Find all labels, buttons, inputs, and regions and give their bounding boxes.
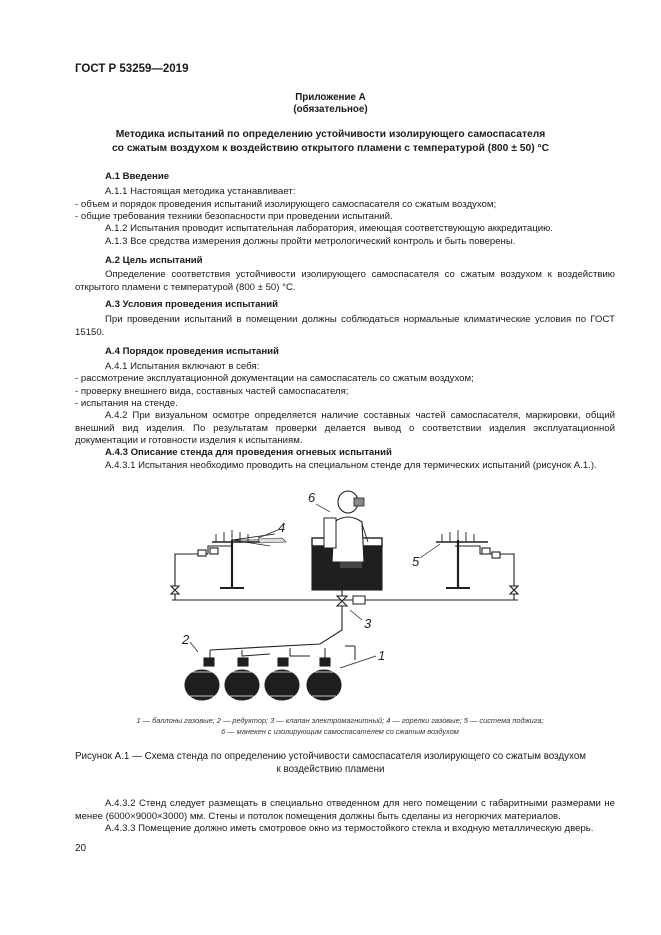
standard-number: ГОСТ Р 53259—2019 — [75, 63, 189, 75]
gas-cylinder-2 — [225, 670, 259, 700]
regulator-3 — [278, 658, 288, 666]
appendix-type: (обязательное) — [293, 104, 368, 115]
solenoid-valve — [337, 590, 365, 606]
para-a1-2: А.1.2 Испытания проводит испытательная лаборатория, имеющая соответствующую аккредитацию. — [105, 223, 553, 234]
para-a1-1: А.1.1 Настоящая методика устанавливает: — [105, 186, 296, 197]
right-riser-valve — [510, 586, 518, 594]
label-1: 1 — [378, 648, 386, 663]
label-5-leader — [420, 544, 440, 558]
left-riser-valve — [171, 586, 179, 594]
para-a4-3-3: А.4.3.3 Помещение должно иметь смотровое окно из термостойкого стекла и входную металлическую дверь. — [105, 823, 594, 834]
figure-caption-line2: к воздействию пламени — [276, 764, 385, 775]
para-a3-1: При проведении испытаний в помещении должны соблюдаться нормальные климатические условия по ГОСТ 15150. — [75, 314, 615, 338]
section-heading-a3: А.3 Условия проведения испытаний — [105, 299, 279, 310]
gas-cylinder-1 — [185, 670, 219, 700]
section-heading-a4: А.4 Порядок проведения испытаний — [105, 346, 279, 357]
para-a4-3-2: А.4.3.2 Стенд следует размещать в специально отведенном для него помещении с габаритными размерами не менее (6000×9000×3000) мм. Стены и потолок помещения должны быть сделаны из негорючих материалов. — [75, 798, 615, 822]
list-item-a1-1: - объем и порядок проведения испытаний изолирующего самоспасателя со сжатым воздухом; — [75, 199, 497, 210]
method-title-line2: со сжатым воздухом к воздействию открытого пламени с температурой (800 ± 50) °С — [111, 143, 550, 154]
left-burner-stand — [198, 530, 262, 588]
section-heading-a2: А.2 Цель испытаний — [105, 255, 203, 266]
list-item-a1-2: - общие требования техники безопасности при проведении испытаний. — [75, 211, 393, 222]
regulator-1 — [204, 658, 214, 666]
list-item-a4-2: - проверку внешнего вида, составных частей самоспасателя; — [75, 386, 349, 397]
para-a1-3: А.1.3 Все средства измерения должны пройти метрологический контроль и быть поверены. — [105, 236, 516, 247]
test-stand-diagram — [150, 482, 530, 710]
figure-legend-line2: 6 — манекен с изолирующим самоспасателем со сжатым воздухом — [221, 727, 459, 736]
label-1-leader — [340, 656, 376, 668]
label-2-leader — [190, 642, 198, 652]
para-a4-1: А.4.1 Испытания включают в себя: — [105, 361, 260, 372]
label-2: 2 — [182, 632, 190, 647]
label-5: 5 — [412, 554, 420, 569]
para-a4-3-1: А.4.3.1 Испытания необходимо проводить на специальном стенде для термических испытаний (рисунок А.1.). — [105, 460, 597, 471]
regulator-4 — [320, 658, 330, 666]
list-item-a4-3: - испытания на стенде. — [75, 398, 178, 409]
label-6: 6 — [308, 490, 316, 505]
method-title-line1: Методика испытаний по определению устойчивости изолирующего самоспасателя — [115, 129, 546, 140]
figure-legend-line1: 1 — баллоны газовые; 2 — редуктор; 3 — клапан электромагнитный; 4 — горелки газовые; 5 — система поджига; — [136, 716, 544, 725]
para-a4-2: А.4.2 При визуальном осмотре определяется наличие составных частей самоспасателя, маркировки, общий внешний вид изделия. По результатам проверки делается вывод о соответствии изделия эксплуатационной документации и готовности изделия к испытаниям. — [75, 410, 615, 447]
list-item-a4-1: - рассмотрение эксплуатационной документации на самоспасатель со сжатым воздухом; — [75, 373, 474, 384]
gas-cylinder-4 — [307, 670, 341, 700]
label-3: 3 — [364, 616, 372, 631]
label-6-leader — [316, 504, 330, 512]
page-number: 20 — [75, 843, 87, 854]
section-heading-a1: А.1 Введение — [105, 171, 170, 182]
figure-caption-line1: Рисунок А.1 — Схема стенда по определению устойчивости самоспасателя изолирующего со сжатым воздухом — [75, 751, 587, 762]
label-3-leader — [350, 610, 362, 620]
label-4: 4 — [278, 520, 286, 535]
regulator-2 — [238, 658, 248, 666]
supply-pipe — [210, 606, 342, 650]
para-a2-1: Определение соответствия устойчивости изолирующего самоспасателя со сжатым воздухом к воздействию открытого пламени с температурой (800 ± 50) °С. — [75, 269, 615, 293]
gas-cylinder-3 — [265, 670, 299, 700]
section-heading-a4-3: А.4.3 Описание стенда для проведения огневых испытаний — [105, 447, 392, 458]
left-branch-pipe — [175, 554, 208, 600]
appendix-title: Приложение А — [295, 92, 366, 103]
right-burner-stand — [436, 530, 500, 588]
